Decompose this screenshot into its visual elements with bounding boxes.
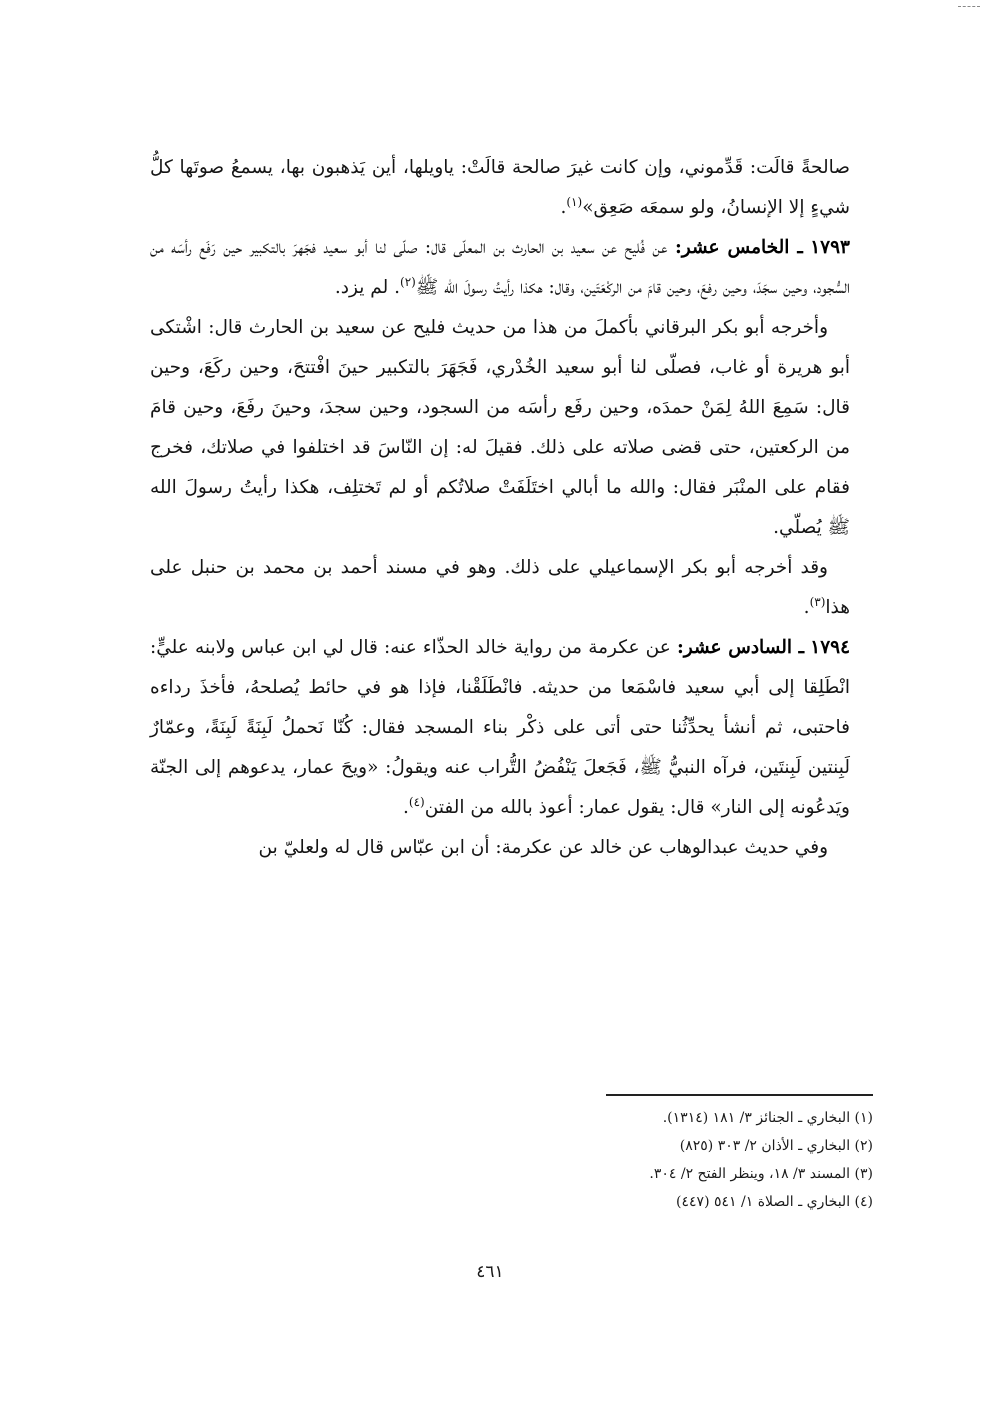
- hadith-text: عن فُليح عن سعيد بن الحارث بن المعلّى قال: صلّى لنا أبو سعيد فجَهرَ بالتكبير حين رَفَع رأسَه من السُّجود، وحين سجَدَ، وحين رفعَ، وحين قامَ من الركْعَتَين، وقال: هكذا رأيتُ رسولَ الله ﷺ: [150, 237, 850, 298]
- paragraph-4: وقد أخرجه أبو بكر الإسماعيلي على ذلك. وهو في مسند أحمد بن محمد بن حنبل على هذا$^{(٣)}$.: [150, 557, 850, 618]
- hadith-ordinal: ـ الخامس عشر:: [674, 237, 803, 258]
- footnote-divider: [606, 1094, 873, 1096]
- footnote-ref-2[interactable]: (٢): [400, 274, 416, 289]
- hadith-number: ١٧٩٤: [810, 637, 851, 658]
- hadith-text: عن عكرمة من رواية خالد الحذّاء عنه: قال لي ابن عباس ولابنه عليٍّ: انْطَلِقا إلى أبي سعيد فاسْمَعا من حديثه. فانْطَلَقْنا، فإذا هو في حائط يُصلحهُ، فأخذَ رداءه فاحتبى، ثم أنشأ يحدِّثُنا حتى أتى على ذكْر بناء المسجد فقال: كُنّا نَحملُ لَبِنَةً لَبِنَةً، وعمّارٌ لَبِنتين لَبِنتَين، فرآه النبيُّ ﷺ، فَجَعلَ يَنْفُضُ التُّراب عنه ويقولُ: «ويحَ عمار، يدعوهم إلى الجنّة ويَدعُونه إلى النار» قال: يقول عمار: أعوذ بالله من الفتن: [150, 637, 850, 818]
- hadith-1793: ١٧٩٣ ـ الخامس عشر: عن فُليح عن سعيد بن الحارث بن المعلّى قال: صلّى لنا أبو سعيد فجَهرَ بالتكبير حين رَفَع رأسَه من السُّجود، وحين سجَدَ، وحين رفعَ، وحين قامَ من الركْعَتَين، وقال: هكذا رأيتُ رسولَ الله ﷺ$^{(٢)}$. لم يزد.: [150, 237, 850, 298]
- page-number: ٤٦١: [476, 1262, 504, 1282]
- paragraph-1: صالحةً قالَت: قَدِّموني، وإن كانت غيرَ صالحة قالَتْ: ياويلها، أين يَذهبون بها، يسمعُ صوتَها كلُّ شيءٍ إلا الإنسانُ، ولو سمعَه صَعِق»$^{(١)}$.: [150, 157, 850, 218]
- footnote-ref-3[interactable]: (٣): [809, 594, 826, 609]
- paragraph-3: وأخرجه أبو بكر البرقاني بأكملَ من هذا من حديث فليح عن سعيد بن الحارث قال: اشْتكى أبو هريرة أو غاب، فصلّى لنا أبو سعيد الخُدْري، فَجَهَرَ بالتكبير حينَ افْتتحَ، وحين ركَعَ، وحين قال: سَمِعَ اللهُ لِمَنْ حمدَه، وحين رفَع رأسَه من السجود، وحين سجدَ، وحينَ رفَعَ، وحين قامَ من الركعتين، حتى قضى صلاته على ذلك. فقيلَ له: إن النّاسَ قد اختلفوا في صلاتك، فخرج فقام على المنْبَر فقال: والله ما أبالي اختَلَفَتْ صلاتُكم أو لم تَختلِف، هكذا رأيتُ رسولَ الله ﷺ يُصلّي.: [150, 317, 850, 538]
- footnote-ref-1[interactable]: (١): [566, 194, 583, 209]
- footnote-4: (٤) البخاري ـ الصلاة ١/ ٥٤١ (٤٤٧): [676, 1194, 873, 1210]
- footnote-2: (٢) البخاري ـ الأذان ٢/ ٣٠٣ (٨٢٥): [679, 1138, 873, 1154]
- hadith-ordinal: ـ السادس عشر:: [676, 637, 805, 658]
- corner-scan-mark: [958, 6, 980, 8]
- footnote-3: (٣) المسند ٣/ ١٨، وينظر الفتح ٢/ ٣٠٤.: [649, 1166, 873, 1182]
- footnote-1: (١) البخاري ـ الجنائز ٣/ ١٨١ (١٣١٤).: [662, 1110, 873, 1126]
- paragraph-6: وفي حديث عبدالوهاب عن خالد عن عكرمة: أن ابن عبّاس قال له ولعليّ بن: [258, 837, 828, 858]
- footnotes: [560, 1104, 873, 1216]
- main-text: [150, 148, 850, 868]
- footnote-ref-4[interactable]: (٤): [408, 794, 425, 809]
- hadith-number: ١٧٩٣: [810, 237, 850, 258]
- hadith-1794: ١٧٩٤ ـ السادس عشر: عن عكرمة من رواية خالد الحذّاء عنه: قال لي ابن عباس ولابنه عليٍّ: انْطَلِقا إلى أبي سعيد فاسْمَعا من حديثه. فانْطَلَقْنا، فإذا هو في حائط يُصلحهُ، فأخذَ رداءه فاحتبى، ثم أنشأ يحدِّثُنا حتى أتى على ذكْر بناء المسجد فقال: كُنّا نَحملُ لَبِنَةً لَبِنَةً، وعمّارٌ لَبِنتين لَبِنتَين، فرآه النبيُّ ﷺ، فَجَعلَ يَنْفُضُ التُّراب عنه ويقولُ: «ويحَ عمار، يدعوهم إلى الجنّة ويَدعُونه إلى النار» قال: يقول عمار: أعوذ بالله من الفتن$^{(٤)}$.: [150, 637, 851, 818]
